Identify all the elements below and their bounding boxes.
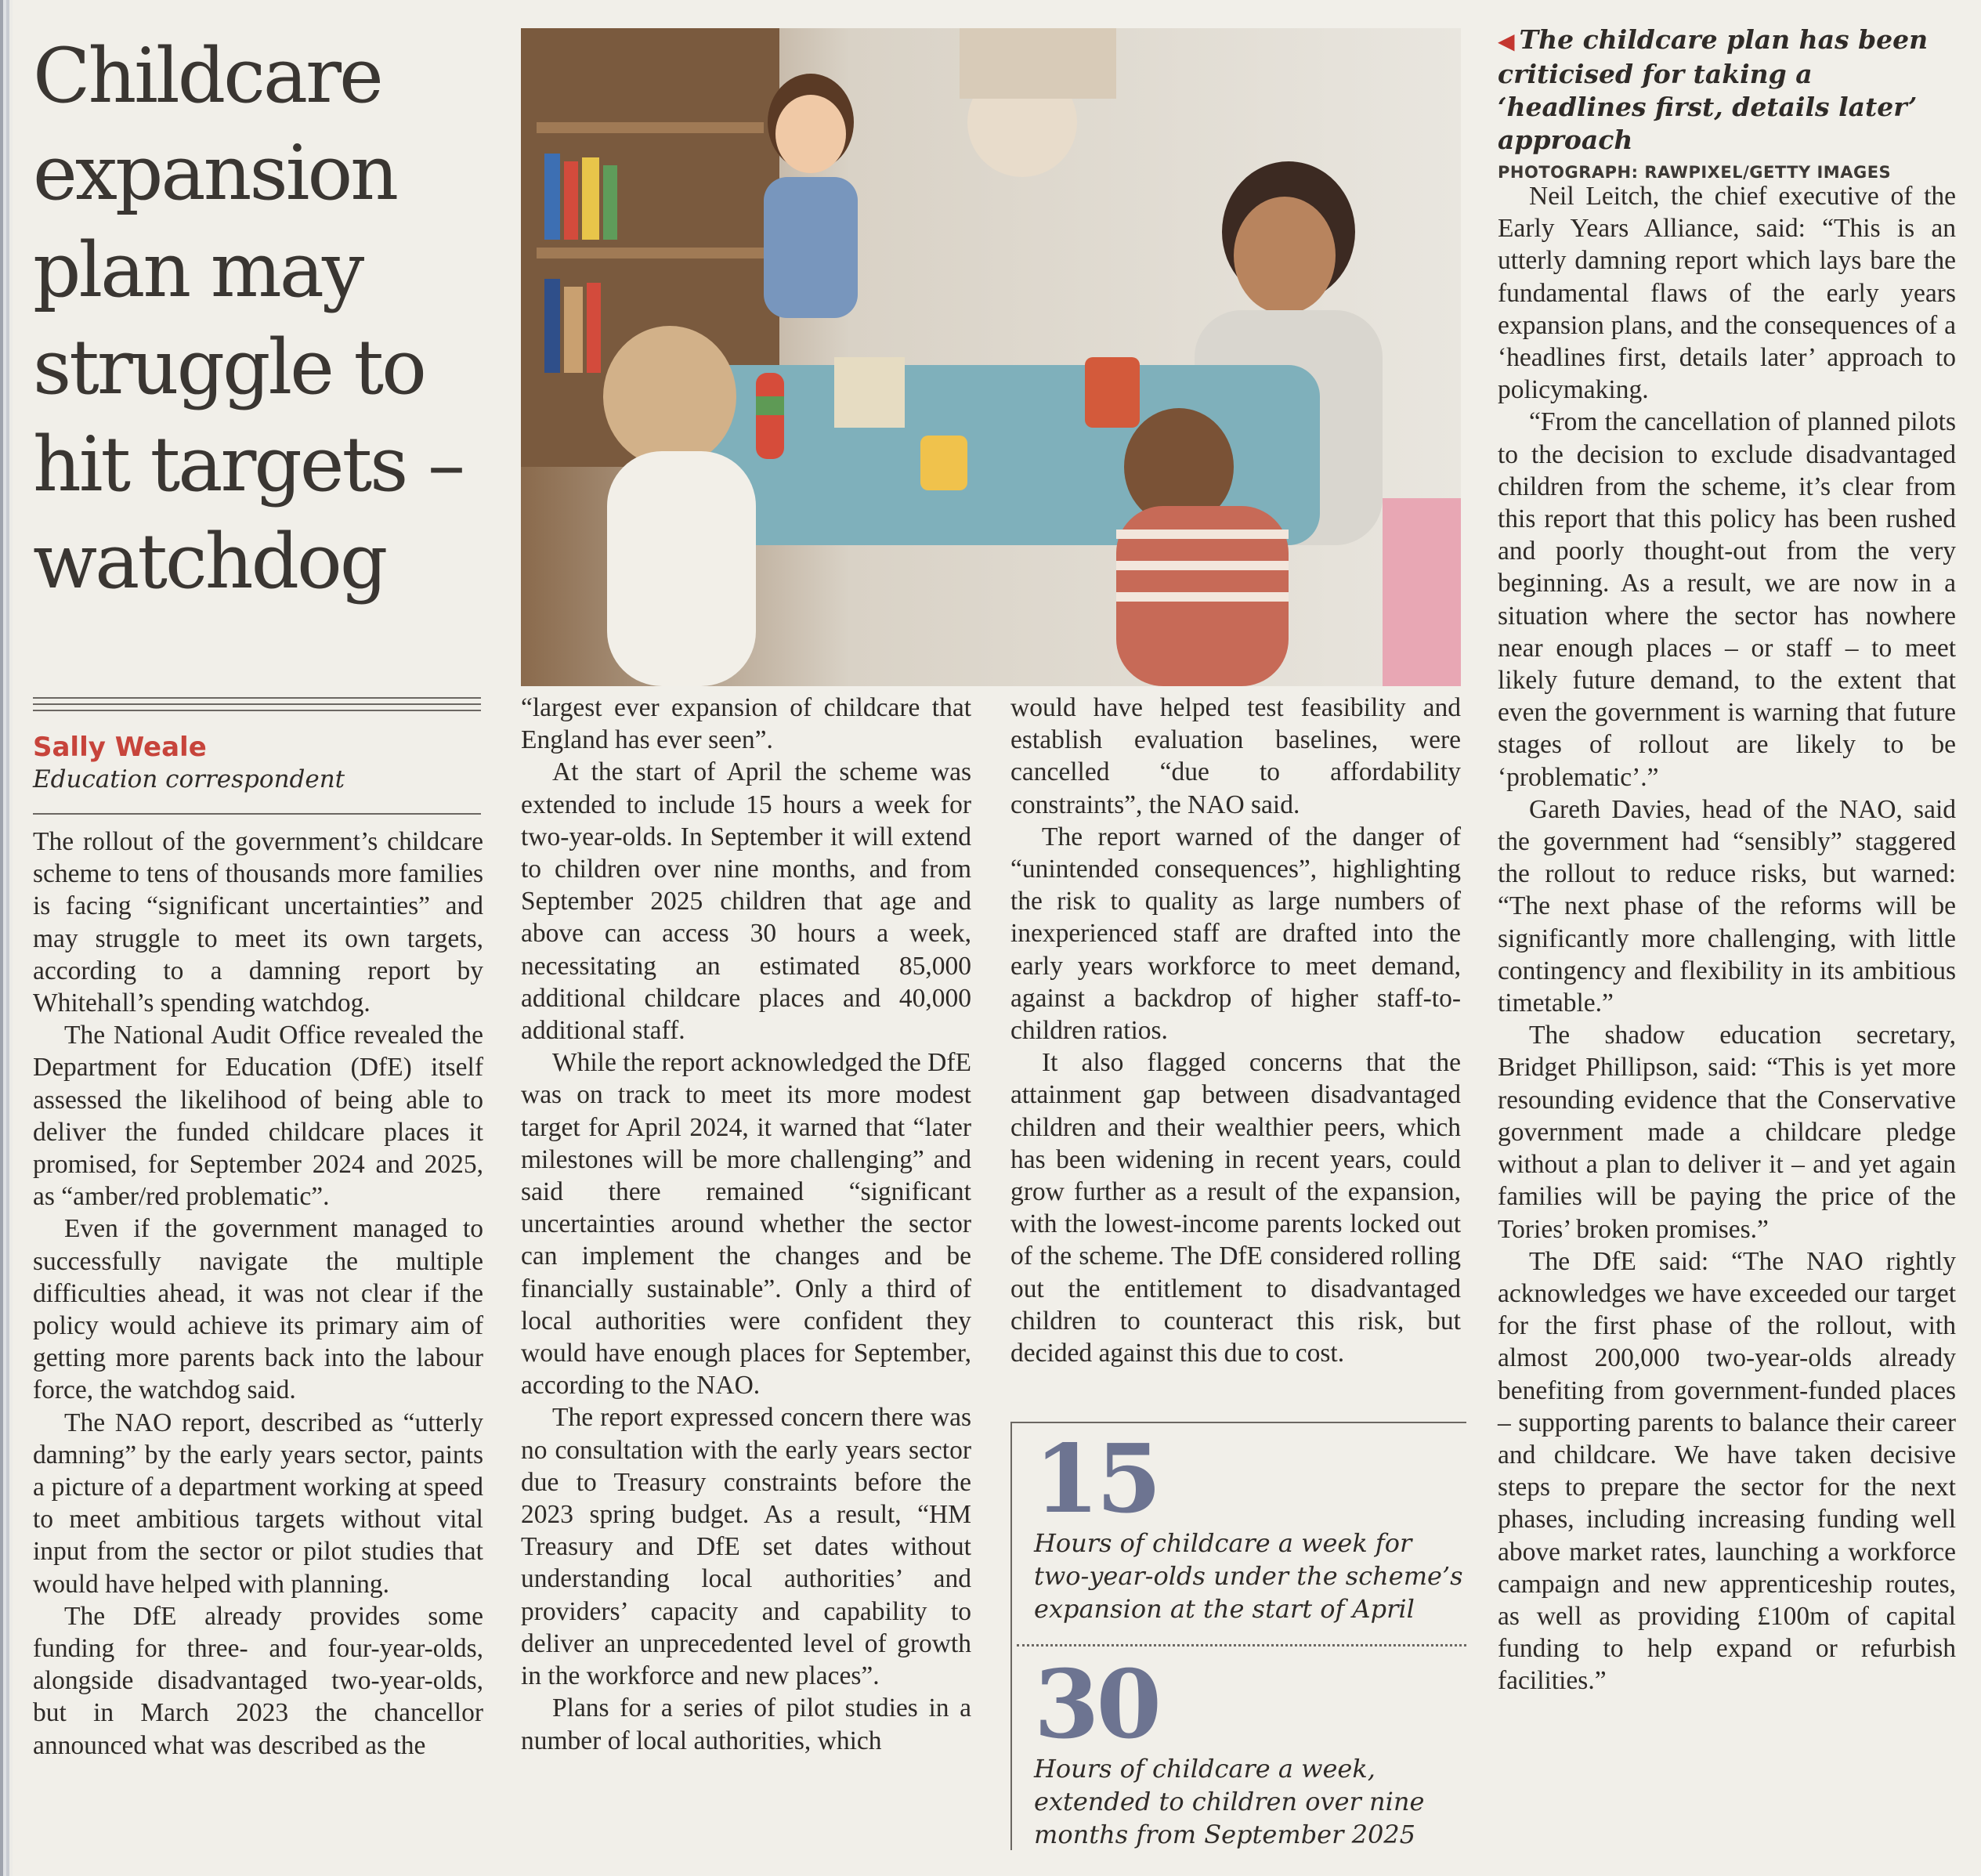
paragraph: The National Audit Office revealed the Department for Education (DfE) itself assessed the likelihood of being able to deliver the funded childcare places it promised, for September 2024 and 2025, as “amber/red problematic”.	[33, 1021, 483, 1212]
fact-text: Hours of childcare a week for two-year-olds under the scheme’s expansion at the start of April	[1034, 1528, 1463, 1624]
paragraph: It also flagged concerns that the attainment gap between disadvantaged children and their wealthier peers, which has been widening in recent years, could grow further as a result of the expansion, with the lowest-income parents locked out of the scheme. The DfE considered rolling out the entitlement to disadvantaged children to counteract this risk, but decided against this due to cost.	[1010, 1048, 1461, 1368]
fact-text: Hours of childcare a week, extended to children over nine months from September 2025	[1034, 1754, 1425, 1849]
photo-caption	[1498, 23, 1960, 157]
paragraph: The rollout of the government’s childcare scheme to tens of thousands more families is facing “significant uncertainties” and may struggle to meet its own targets, according to a damning report by Whitehall’s spending watchdog.	[33, 827, 483, 1018]
paragraph: “largest ever expansion of childcare that England has ever seen”.	[521, 693, 971, 755]
paragraph: Plans for a series of pilot studies in a number of local authorities, which	[521, 1693, 971, 1755]
author-role: Education correspondent	[33, 765, 345, 793]
childcare-photo-illustration	[521, 28, 1461, 686]
paragraph: While the report acknowledged the DfE was on track to meet its more modest target for April 2024, it warned that “later milestones will be more challenging” and said there remained “significant uncertainties around whether the sector can implement the changes and be financially sustainable”. Only a third of local authorities were confident they would have enough places for September, according to the NAO.	[521, 1048, 971, 1401]
paragraph: The DfE already provides some funding for three- and four-year-olds, alongside disadvantaged two-year-olds, but in March 2023 the chancellor announced what was described as the	[33, 1601, 483, 1760]
paragraph: The NAO report, described as “utterly damning” by the early years sector, paints a picture of a department working at speed to meet ambitious targets without vital input from the sector or pilot studies that would have helped with planning.	[33, 1408, 483, 1599]
article-column-3	[1010, 692, 1461, 1369]
photo-caption-text: The childcare plan has been criticised for taking a ‘headlines first, details later’ approach	[1498, 24, 1929, 155]
article-column-2	[521, 692, 971, 1757]
photo-caption-block	[1498, 23, 1960, 182]
byline	[33, 731, 481, 795]
fact-30-hours	[1012, 1650, 1466, 1851]
fact-separator	[1017, 1644, 1466, 1646]
paragraph: The report expressed concern there was no consultation with the early years sector due to Treasury constraints before the 2023 spring budget. As a result, “HM Treasury and DfE set dates without understanding local authorities’ and providers’ capacity and capability to deliver an unprecedented level of growth in the workforce and new places”.	[521, 1403, 971, 1691]
paragraph: Gareth Davies, head of the NAO, said the government had “sensibly” staggered the rollout to reduce risks, but warned: “The next phase of the reforms will be significantly more challenging, with little contingency and flexibility in its ambitious timetable.”	[1498, 794, 1956, 1018]
paragraph: Even if the government managed to successfully navigate the multiple difficulties ahead, it was not clear if the policy would achieve its primary aim of getting more parents back into the labour force, the watchdog said.	[33, 1214, 483, 1405]
fact-number: 30	[1034, 1650, 1159, 1760]
author-name: Sally Weale	[33, 732, 207, 763]
article-column-4	[1498, 180, 1956, 1697]
paragraph: At the start of April the scheme was extended to include 15 hours a week for two-year-olds. In September it will extend to children over nine months, and from September 2025 children that age and above can access 30 hours a week, necessitating an estimated 85,000 additional childcare places and 40,000 additional staff.	[521, 757, 971, 1046]
headline: Childcare expansion plan may struggle to hit targets – watchdog	[33, 32, 463, 605]
paragraph: Neil Leitch, the chief executive of the Early Years Alliance, said: “This is an utterly damning report which lays bare the fundamental flaws of the early years expansion plans, and the consequences of a ‘headlines first, details later’ approach to policymaking.	[1498, 182, 1956, 405]
article-column-1	[33, 826, 483, 1762]
paragraph: The report warned of the danger of “unintended consequences”, highlighting the risk to quality as large numbers of inexperienced staff are drafted into the early years workforce to meet demand, against a backdrop of higher staff-to-children ratios.	[1010, 822, 1461, 1046]
byline-top-rules	[33, 697, 481, 719]
fact-box	[1010, 1422, 1466, 1850]
article-photo	[521, 28, 1461, 686]
byline-rule	[33, 813, 481, 815]
paragraph: “From the cancellation of planned pilots to the decision to exclude disadvantaged children from the scheme, it’s clear from this report that this policy has been rushed and poorly thought-out from the very beginning. As a result, we are now in a situation where the sector has nowhere near enough places – or staff – to meet likely future demand, to the extent that even the government is warning that future stages of rollout are likely to be ‘problematic’.”	[1498, 407, 1956, 792]
page-edge	[0, 0, 13, 1876]
fact-15-hours	[1012, 1424, 1466, 1625]
fact-number: 15	[1034, 1424, 1159, 1534]
paragraph: would have helped test feasibility and establish evaluation baselines, were cancelled “due to affordability constraints”, the NAO said.	[1010, 693, 1461, 819]
caption-triangle-icon: ◀	[1498, 28, 1515, 54]
photo-credit: PHOTOGRAPH: RAWPIXEL/GETTY IMAGES	[1498, 163, 1892, 182]
paragraph: The DfE said: “The NAO rightly acknowledges we have exceeded our target for the first phase of the rollout, with almost 200,000 two-year-olds already benefiting from government-funded places – supporting parents to balance their career and childcare. We have taken decisive steps to prepare the sector for the next phases, including increasing funding well above market rates, launching a workforce campaign and new apprenticeship routes, as well as providing £100m of capital funding to help expand or refurbish facilities.”	[1498, 1246, 1956, 1696]
paragraph: The shadow education secretary, Bridget Phillipson, said: “This is yet more resounding evidence that the Conservative government made a childcare pledge without a plan to deliver it – and yet again families will be paying the price of the Tories’ broken promises.”	[1498, 1021, 1956, 1244]
